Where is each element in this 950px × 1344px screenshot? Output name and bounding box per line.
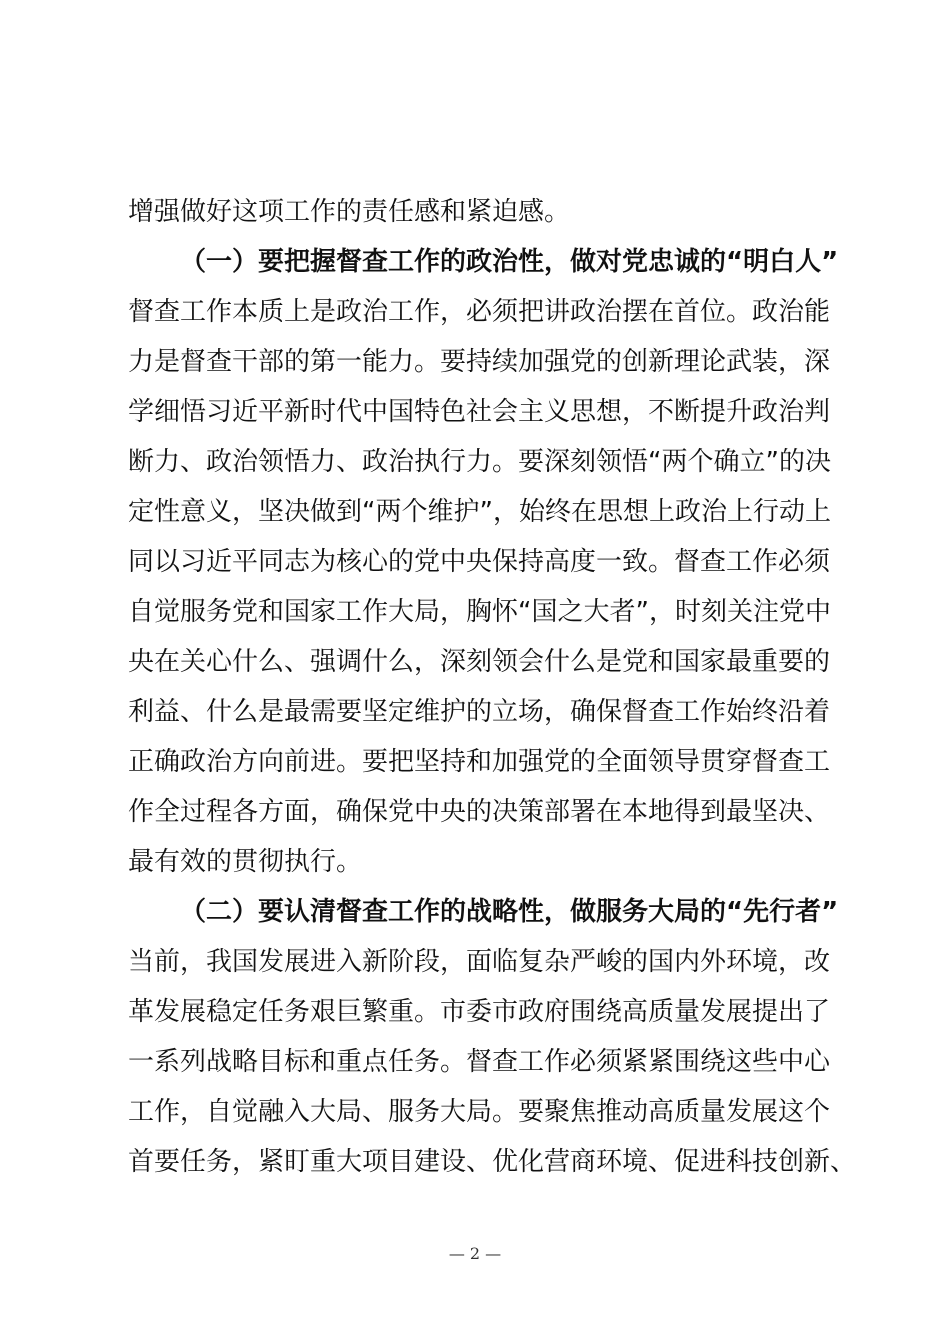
text-line: 当前，我国发展进入新阶段，面临复杂严峻的国内外环境，改 xyxy=(128,947,831,977)
text-line: 同以习近平同志为核心的党中央保持高度一致。督查工作必须 xyxy=(128,547,831,577)
text-line: 督查工作本质上是政治工作，必须把讲政治摆在首位。政治能 xyxy=(128,297,831,327)
document-body xyxy=(128,187,857,1187)
text-line: 增强做好这项工作的责任感和紧迫感。 xyxy=(128,197,571,227)
text-line: 自觉服务党和国家工作大局，胸怀“国之大者”，时刻关注党中 xyxy=(128,597,831,627)
text-line: 革发展稳定任务艰巨繁重。市委市政府围绕高质量发展提出了 xyxy=(128,997,831,1027)
section-heading: （二）要认清督查工作的战略性，做服务大局的“先行者” xyxy=(180,897,839,927)
text-line: 断力、政治领悟力、政治执行力。要深刻领悟“两个确立”的决 xyxy=(128,447,831,477)
text-line: 首要任务，紧盯重大项目建设、优化营商环境、促进科技创新、 xyxy=(128,1147,857,1177)
text-line: 最有效的贯彻执行。 xyxy=(128,847,363,877)
text-line: 作全过程各方面，确保党中央的决策部署在本地得到最坚决、 xyxy=(128,797,831,827)
page-number: — 2 — xyxy=(448,1244,502,1263)
text-line: 力是督查干部的第一能力。要持续加强党的创新理论武装，深 xyxy=(128,347,831,377)
text-line: 定性意义，坚决做到“两个维护”，始终在思想上政治上行动上 xyxy=(128,497,831,527)
text-line: 央在关心什么、强调什么，深刻领会什么是党和国家最重要的 xyxy=(128,647,831,677)
text-line: 一系列战略目标和重点任务。督查工作必须紧紧围绕这些中心 xyxy=(128,1047,831,1077)
section-heading: （一）要把握督查工作的政治性，做对党忠诚的“明白人” xyxy=(180,247,839,277)
text-line: 利益、什么是最需要坚定维护的立场，确保督查工作始终沿着 xyxy=(128,697,831,727)
text-line: 工作，自觉融入大局、服务大局。要聚焦推动高质量发展这个 xyxy=(128,1097,831,1127)
text-line: 正确政治方向前进。要把坚持和加强党的全面领导贯穿督查工 xyxy=(128,747,831,777)
text-line: 学细悟习近平新时代中国特色社会主义思想，不断提升政治判 xyxy=(128,397,831,427)
